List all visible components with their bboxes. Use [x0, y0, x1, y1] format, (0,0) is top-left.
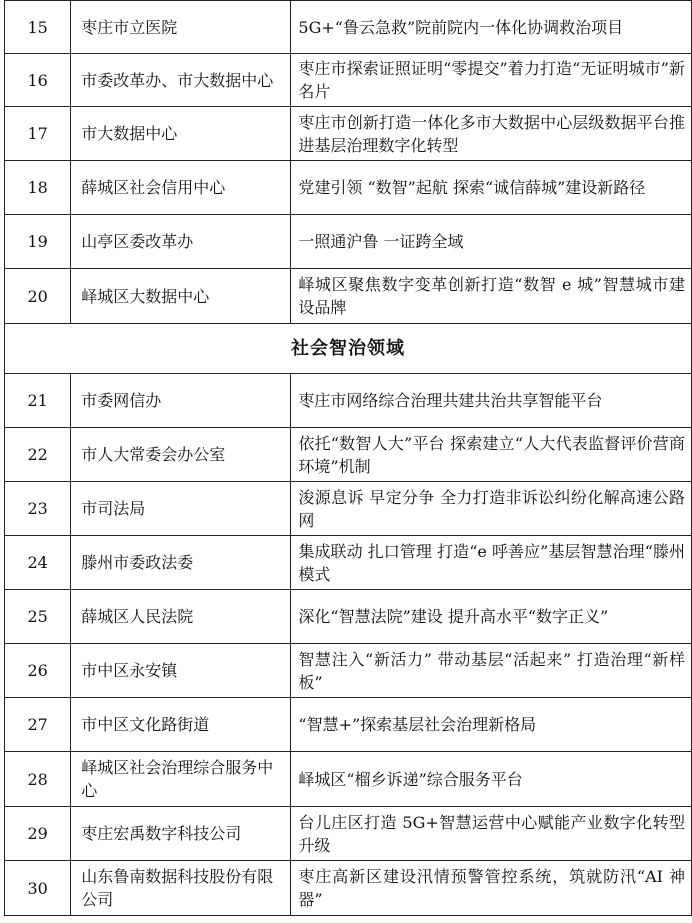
- table-row: [5, 161, 692, 215]
- row-number: 21: [5, 374, 71, 428]
- organization-cell: 山东鲁南数据科技股份有限公司: [71, 861, 291, 916]
- row-number: 28: [5, 752, 71, 807]
- project-table: [4, 0, 692, 916]
- organization-cell: 市中区文化路街道: [71, 698, 291, 752]
- table-row: [5, 374, 692, 428]
- table-row: [5, 215, 692, 269]
- table-row: [5, 1, 692, 54]
- project-cell: 5G+“鲁云急救”院前院内一体化协调救治项目: [291, 1, 692, 54]
- organization-cell: 峄城区大数据中心: [71, 269, 291, 324]
- organization-cell: 滕州市委政法委: [71, 536, 291, 590]
- row-number: 29: [5, 807, 71, 861]
- organization-cell: 山亭区委改革办: [71, 215, 291, 269]
- organization-cell: 枣庄宏禹数字科技公司: [71, 807, 291, 861]
- table-row: [5, 536, 692, 590]
- organization-cell: 市中区永安镇: [71, 644, 291, 698]
- row-number: 24: [5, 536, 71, 590]
- row-number: 25: [5, 590, 71, 644]
- row-number: 22: [5, 428, 71, 482]
- table-row: [5, 590, 692, 644]
- section-title: 社会智治领域: [5, 324, 692, 374]
- project-cell: 党建引领 “数智”起航 探索“诚信薛城”建设新路径: [291, 161, 692, 215]
- organization-cell: 市人大常委会办公室: [71, 428, 291, 482]
- table-row: [5, 107, 692, 161]
- project-cell: 依托“数智人大”平台 探索建立“人大代表监督评价营商环境”机制: [291, 428, 692, 482]
- organization-cell: 市委网信办: [71, 374, 291, 428]
- organization-cell: 市委改革办、市大数据中心: [71, 54, 291, 107]
- row-number: 26: [5, 644, 71, 698]
- row-number: 20: [5, 269, 71, 324]
- project-cell: 枣庄市探索证照证明“零提交”着力打造“无证明城市”新名片: [291, 54, 692, 107]
- project-cell: 浚源息诉 早定分争 全力打造非诉讼纠纷化解高速公路网: [291, 482, 692, 536]
- row-number: 27: [5, 698, 71, 752]
- organization-cell: 薛城区社会信用中心: [71, 161, 291, 215]
- organization-cell: 薛城区人民法院: [71, 590, 291, 644]
- table-row: [5, 861, 692, 916]
- row-number: 19: [5, 215, 71, 269]
- project-cell: 枣庄市创新打造一体化多市大数据中心层级数据平台推进基层治理数字化转型: [291, 107, 692, 161]
- row-number: 23: [5, 482, 71, 536]
- organization-cell: 峄城区社会治理综合服务中心: [71, 752, 291, 807]
- row-number: 30: [5, 861, 71, 916]
- project-cell: 峄城区聚焦数字变革创新打造“数智 e 城”智慧城市建设品牌: [291, 269, 692, 324]
- table-row: [5, 807, 692, 861]
- project-cell: 一照通沪鲁 一证跨全域: [291, 215, 692, 269]
- table-row: [5, 698, 692, 752]
- project-cell: 台儿庄区打造 5G+智慧运营中心赋能产业数字化转型升级: [291, 807, 692, 861]
- row-number: 16: [5, 54, 71, 107]
- project-cell: 智慧注入“新活力” 带动基层“活起来” 打造治理“新样板”: [291, 644, 692, 698]
- project-cell: 峄城区“榴乡诉递”综合服务平台: [291, 752, 692, 807]
- project-cell: “智慧+”探索基层社会治理新格局: [291, 698, 692, 752]
- section-header-row: [5, 324, 692, 374]
- table-row: [5, 54, 692, 107]
- project-cell: 集成联动 扎口管理 打造“e 呼善应”基层智慧治理“滕州模式: [291, 536, 692, 590]
- organization-cell: 市大数据中心: [71, 107, 291, 161]
- project-cell: 深化“智慧法院”建设 提升高水平“数字正义”: [291, 590, 692, 644]
- row-number: 15: [5, 1, 71, 54]
- organization-cell: 枣庄市立医院: [71, 1, 291, 54]
- organization-cell: 市司法局: [71, 482, 291, 536]
- table-row: [5, 752, 692, 807]
- row-number: 17: [5, 107, 71, 161]
- table-row: [5, 482, 692, 536]
- project-cell: 枣庄市网络综合治理共建共治共享智能平台: [291, 374, 692, 428]
- project-cell: 枣庄高新区建设汛情预警管控系统，筑就防汛“AI 神器”: [291, 861, 692, 916]
- table-row: [5, 269, 692, 324]
- table-row: [5, 428, 692, 482]
- table-row: [5, 644, 692, 698]
- row-number: 18: [5, 161, 71, 215]
